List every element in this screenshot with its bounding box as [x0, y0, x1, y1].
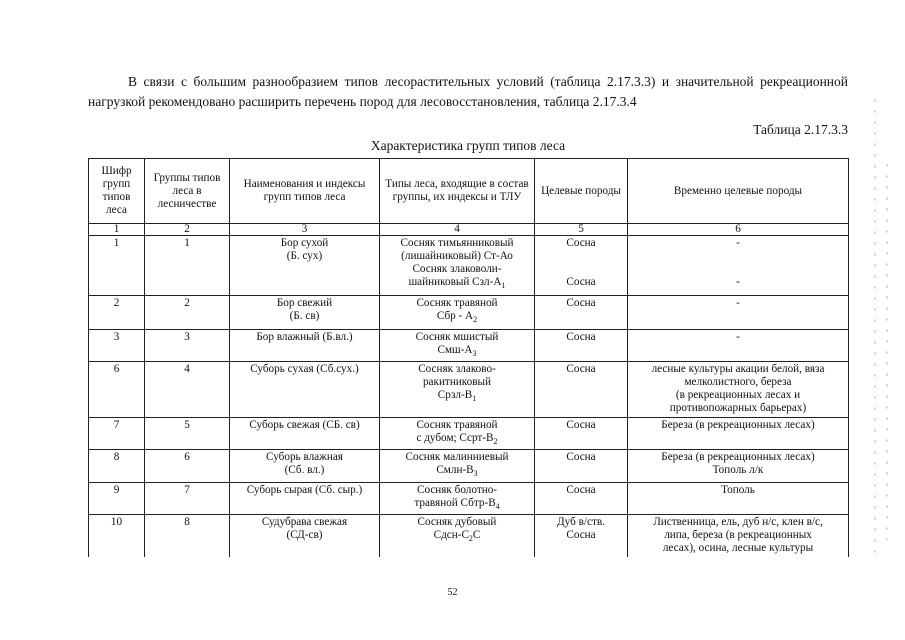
- column-number: 5: [535, 224, 628, 236]
- header-cell: Целевые породы: [535, 159, 628, 224]
- table-cell: Лиственница, ель, дуб н/с, клен в/с, липа, береза (в рекреационных лесах), осина, лесные культуры: [628, 514, 849, 557]
- table-cell: 2: [89, 296, 145, 330]
- table-cell: 8: [145, 514, 230, 557]
- table-cell: Бор влажный (Б.вл.): [230, 330, 380, 362]
- table-cell: Сосняк болотно- травяной Сбтр-$В_4$: [380, 482, 535, 514]
- table-cell: Тополь: [628, 482, 849, 514]
- table-cell: Сосна: [535, 330, 628, 362]
- table-cell: 6: [145, 450, 230, 482]
- table-cell: Сосняк злаково- ракитниковый Срзл-$В_1$: [380, 362, 535, 418]
- table-cell: Сосняк травяной Сбр - $А_2$: [380, 296, 535, 330]
- table-cell: Дуб в/ств. Сосна: [535, 514, 628, 557]
- table-cell: 4: [145, 362, 230, 418]
- table-title: Характеристика групп типов леса: [370, 138, 566, 153]
- table-cell: 5: [145, 418, 230, 450]
- header-cell: Шифр групп типов леса: [89, 159, 145, 224]
- table-cell: - -: [628, 236, 849, 296]
- header-cell: Наименования и индексы групп типов леса: [230, 159, 380, 224]
- table-label: Таблица 2.17.3.3: [753, 122, 848, 137]
- table-cell: Суборь сырая (Сб. сыр.): [230, 482, 380, 514]
- table-cell: 3: [145, 330, 230, 362]
- table-cell: Бор сухой (Б. сух): [230, 236, 380, 296]
- header-cell: Временно целевые породы: [628, 159, 849, 224]
- table-cell: 2: [145, 296, 230, 330]
- table-cell: 7: [89, 418, 145, 450]
- table-cell: Сосняк травяной с дубом; Ссрт-$В_2$: [380, 418, 535, 450]
- table-cell: Сосна: [535, 418, 628, 450]
- table-cell: -: [628, 296, 849, 330]
- column-number: 4: [380, 224, 535, 236]
- table-row: [89, 330, 849, 362]
- table-cell: 1: [89, 236, 145, 296]
- table-cell: Сосна: [535, 450, 628, 482]
- table-row: [89, 296, 849, 330]
- header-cell: Группы типов леса в лесничестве: [145, 159, 230, 224]
- forest-types-table: [88, 158, 849, 557]
- scan-margin-marks: [884, 160, 890, 540]
- scan-margin-marks: [872, 95, 878, 555]
- table-header-row: [89, 159, 849, 224]
- intro-paragraph: В связи с большим разнообразием типов лесорастительных условий (таблица 2.17.3.3) и значительной рекреационной нагрузкой рекомендовано расширить перечень пород для лесовосстановления, таблица 2.17.3.4: [88, 74, 848, 109]
- table-cell: 6: [89, 362, 145, 418]
- table-cell: Сосна Сосна: [535, 236, 628, 296]
- table-cell: Суборь сухая (Сб.сух.): [230, 362, 380, 418]
- column-number: 1: [89, 224, 145, 236]
- table-row: [89, 482, 849, 514]
- column-number: 6: [628, 224, 849, 236]
- table-cell: Бор свежий (Б. св): [230, 296, 380, 330]
- table-row: [89, 236, 849, 296]
- table-cell: Сосна: [535, 362, 628, 418]
- table-cell: 10: [89, 514, 145, 557]
- header-cell: Типы леса, входящие в состав группы, их индексы и ТЛУ: [380, 159, 535, 224]
- column-number: 3: [230, 224, 380, 236]
- table-cell: Сосна: [535, 482, 628, 514]
- table-cell: Суборь влажная (Сб. вл.): [230, 450, 380, 482]
- table-cell: Суборь свежая (СБ. св): [230, 418, 380, 450]
- page-number: 52: [447, 587, 458, 598]
- table-cell: Сосняк дубовый Сдсн-$С_2С$: [380, 514, 535, 557]
- table-cell: 8: [89, 450, 145, 482]
- table-cell: лесные культуры акации белой, вяза мелколистного, береза (в рекреационных лесах и противопожарных барьерах): [628, 362, 849, 418]
- table-cell: Сосняк тимьянниковый (лишайниковый) Ст-Ао Сосняк злаковоли- шайниковый Сзл-$А_1$: [380, 236, 535, 296]
- column-number-row: [89, 224, 849, 236]
- column-number: 2: [145, 224, 230, 236]
- table-cell: Береза (в рекреационных лесах): [628, 418, 849, 450]
- table-cell: Судубрава свежая (СД-св): [230, 514, 380, 557]
- table-cell: 1: [145, 236, 230, 296]
- table-row: [89, 450, 849, 482]
- table-cell: Береза (в рекреационных лесах) Тополь л/к: [628, 450, 849, 482]
- table-cell: 3: [89, 330, 145, 362]
- table-cell: -: [628, 330, 849, 362]
- table-row: [89, 514, 849, 557]
- table-cell: Сосняк малинниевый Смлн-$В_3$: [380, 450, 535, 482]
- table-cell: 9: [89, 482, 145, 514]
- table-row: [89, 362, 849, 418]
- table-row: [89, 418, 849, 450]
- table-cell: 7: [145, 482, 230, 514]
- table-cell: Сосняк мшистый Смш-$А_3$: [380, 330, 535, 362]
- table-cell: Сосна: [535, 296, 628, 330]
